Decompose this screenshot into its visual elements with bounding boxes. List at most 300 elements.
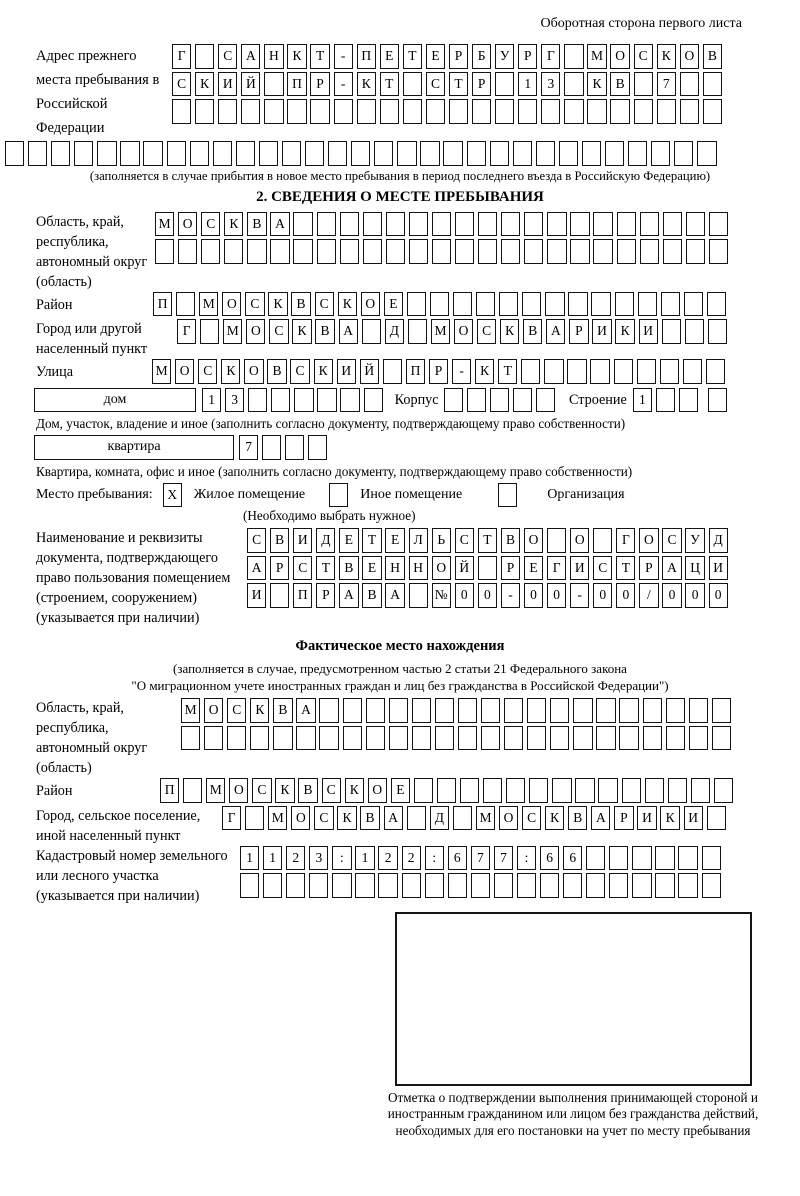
char-cell[interactable]: 7 <box>239 435 258 460</box>
char-cell[interactable] <box>678 873 697 898</box>
char-cell[interactable]: 0 <box>593 583 612 608</box>
char-cell[interactable] <box>567 359 586 384</box>
char-cell[interactable]: Е <box>391 778 410 803</box>
char-cell[interactable]: Т <box>449 72 468 97</box>
char-cell[interactable]: И <box>592 319 611 344</box>
char-cell[interactable] <box>271 388 290 413</box>
char-cell[interactable]: И <box>709 556 728 581</box>
char-cell[interactable]: О <box>222 292 241 317</box>
char-cell[interactable]: Р <box>429 359 448 384</box>
char-cell[interactable]: С <box>247 528 266 553</box>
char-cell[interactable]: 0 <box>616 583 635 608</box>
char-cell[interactable]: В <box>523 319 542 344</box>
char-cell[interactable] <box>443 141 462 166</box>
char-cell[interactable]: С <box>593 556 612 581</box>
char-cell[interactable] <box>386 212 405 237</box>
char-cell[interactable]: 1 <box>355 846 374 871</box>
char-cell[interactable] <box>709 239 728 264</box>
char-cell[interactable] <box>409 212 428 237</box>
char-cell[interactable] <box>444 388 463 413</box>
char-cell[interactable] <box>501 239 520 264</box>
char-cell[interactable]: В <box>298 778 317 803</box>
char-cell[interactable]: В <box>610 72 629 97</box>
char-cell[interactable]: О <box>570 528 589 553</box>
char-cell[interactable] <box>495 99 514 124</box>
char-cell[interactable]: А <box>247 556 266 581</box>
char-cell[interactable]: К <box>337 806 356 831</box>
char-cell[interactable] <box>340 239 359 264</box>
char-cell[interactable] <box>270 239 289 264</box>
char-cell[interactable] <box>201 239 220 264</box>
char-cell[interactable] <box>540 873 559 898</box>
char-cell[interactable]: Р <box>501 556 520 581</box>
char-cell[interactable] <box>363 239 382 264</box>
char-cell[interactable] <box>564 99 583 124</box>
char-cell[interactable]: С <box>290 359 309 384</box>
char-cell[interactable] <box>564 72 583 97</box>
char-cell[interactable] <box>362 319 381 344</box>
char-cell[interactable]: С <box>252 778 271 803</box>
char-cell[interactable] <box>286 873 305 898</box>
char-cell[interactable]: М <box>587 44 606 69</box>
char-cell[interactable] <box>478 556 497 581</box>
char-cell[interactable] <box>28 141 47 166</box>
char-cell[interactable] <box>536 388 555 413</box>
char-cell[interactable]: Р <box>639 556 658 581</box>
char-cell[interactable] <box>587 99 606 124</box>
char-cell[interactable]: 0 <box>662 583 681 608</box>
char-cell[interactable] <box>680 72 699 97</box>
char-cell[interactable]: К <box>475 359 494 384</box>
char-cell[interactable] <box>408 319 427 344</box>
char-cell[interactable]: : <box>517 846 536 871</box>
char-cell[interactable]: О <box>175 359 194 384</box>
char-cell[interactable] <box>586 846 605 871</box>
char-cell[interactable] <box>262 435 281 460</box>
char-cell[interactable]: : <box>332 846 351 871</box>
char-cell[interactable] <box>703 99 722 124</box>
char-cell[interactable]: Р <box>518 44 537 69</box>
char-cell[interactable] <box>619 698 638 723</box>
char-cell[interactable]: И <box>218 72 237 97</box>
char-cell[interactable]: 7 <box>657 72 676 97</box>
char-cell[interactable]: 7 <box>494 846 513 871</box>
char-cell[interactable] <box>541 99 560 124</box>
char-cell[interactable]: Т <box>403 44 422 69</box>
char-cell[interactable] <box>570 239 589 264</box>
char-cell[interactable] <box>432 239 451 264</box>
char-cell[interactable]: К <box>338 292 357 317</box>
char-cell[interactable] <box>51 141 70 166</box>
char-cell[interactable]: 2 <box>286 846 305 871</box>
char-cell[interactable] <box>378 873 397 898</box>
char-cell[interactable]: 0 <box>455 583 474 608</box>
char-cell[interactable]: - <box>501 583 520 608</box>
char-cell[interactable] <box>308 435 327 460</box>
char-cell[interactable] <box>552 778 571 803</box>
char-cell[interactable]: - <box>334 72 353 97</box>
char-cell[interactable]: У <box>495 44 514 69</box>
char-cell[interactable] <box>293 239 312 264</box>
char-cell[interactable] <box>264 99 283 124</box>
char-cell[interactable]: 3 <box>225 388 244 413</box>
char-cell[interactable] <box>563 873 582 898</box>
char-cell[interactable] <box>663 212 682 237</box>
char-cell[interactable] <box>437 778 456 803</box>
char-cell[interactable] <box>143 141 162 166</box>
char-cell[interactable] <box>643 698 662 723</box>
char-cell[interactable]: В <box>339 556 358 581</box>
char-cell[interactable] <box>655 873 674 898</box>
char-cell[interactable]: Е <box>384 292 403 317</box>
char-cell[interactable] <box>706 359 725 384</box>
char-cell[interactable]: А <box>241 44 260 69</box>
char-cell[interactable]: И <box>639 319 658 344</box>
char-cell[interactable] <box>248 388 267 413</box>
char-cell[interactable]: Р <box>310 72 329 97</box>
char-cell[interactable] <box>458 698 477 723</box>
char-cell[interactable] <box>389 726 408 751</box>
char-cell[interactable] <box>651 141 670 166</box>
char-cell[interactable]: 3 <box>309 846 328 871</box>
char-cell[interactable] <box>617 212 636 237</box>
char-cell[interactable]: А <box>296 698 315 723</box>
char-cell[interactable] <box>678 846 697 871</box>
char-cell[interactable] <box>250 726 269 751</box>
char-cell[interactable]: 1 <box>518 72 537 97</box>
char-cell[interactable]: К <box>292 319 311 344</box>
char-cell[interactable]: К <box>657 44 676 69</box>
char-cell[interactable] <box>524 212 543 237</box>
char-cell[interactable]: Ц <box>685 556 704 581</box>
char-cell[interactable] <box>498 483 517 508</box>
char-cell[interactable]: А <box>385 583 404 608</box>
char-cell[interactable] <box>490 388 509 413</box>
char-cell[interactable] <box>340 212 359 237</box>
char-cell[interactable]: С <box>477 319 496 344</box>
char-cell[interactable] <box>435 726 454 751</box>
char-cell[interactable]: И <box>247 583 266 608</box>
char-cell[interactable] <box>455 212 474 237</box>
char-cell[interactable]: К <box>314 359 333 384</box>
char-cell[interactable] <box>453 806 472 831</box>
char-cell[interactable]: В <box>360 806 379 831</box>
char-cell[interactable]: 1 <box>633 388 652 413</box>
char-cell[interactable] <box>614 359 633 384</box>
char-cell[interactable] <box>518 99 537 124</box>
char-cell[interactable]: 1 <box>263 846 282 871</box>
char-cell[interactable]: 0 <box>478 583 497 608</box>
char-cell[interactable] <box>357 99 376 124</box>
char-cell[interactable]: 7 <box>471 846 490 871</box>
char-cell[interactable] <box>640 239 659 264</box>
char-cell[interactable]: В <box>362 583 381 608</box>
char-cell[interactable] <box>403 99 422 124</box>
char-cell[interactable]: Л <box>409 528 428 553</box>
char-cell[interactable] <box>609 873 628 898</box>
char-cell[interactable]: Т <box>616 556 635 581</box>
char-cell[interactable] <box>386 239 405 264</box>
char-cell[interactable] <box>351 141 370 166</box>
char-cell[interactable] <box>241 99 260 124</box>
char-cell[interactable]: Г <box>616 528 635 553</box>
char-cell[interactable] <box>420 141 439 166</box>
char-cell[interactable]: И <box>684 806 703 831</box>
char-cell[interactable] <box>504 726 523 751</box>
char-cell[interactable] <box>501 212 520 237</box>
char-cell[interactable] <box>195 99 214 124</box>
char-cell[interactable]: Н <box>264 44 283 69</box>
char-cell[interactable] <box>426 99 445 124</box>
char-cell[interactable]: Д <box>316 528 335 553</box>
char-cell[interactable]: И <box>337 359 356 384</box>
char-cell[interactable] <box>218 99 237 124</box>
char-cell[interactable] <box>178 239 197 264</box>
char-cell[interactable]: В <box>247 212 266 237</box>
char-cell[interactable] <box>495 72 514 97</box>
char-cell[interactable] <box>504 698 523 723</box>
char-cell[interactable]: - <box>570 583 589 608</box>
char-cell[interactable] <box>317 212 336 237</box>
char-cell[interactable] <box>155 239 174 264</box>
char-cell[interactable]: Г <box>177 319 196 344</box>
char-cell[interactable] <box>364 388 383 413</box>
char-cell[interactable]: С <box>172 72 191 97</box>
char-cell[interactable] <box>407 806 426 831</box>
char-cell[interactable]: У <box>685 528 704 553</box>
char-cell[interactable] <box>708 388 727 413</box>
char-cell[interactable] <box>167 141 186 166</box>
char-cell[interactable] <box>591 292 610 317</box>
char-cell[interactable] <box>610 99 629 124</box>
char-cell[interactable] <box>245 806 264 831</box>
char-cell[interactable]: О <box>361 292 380 317</box>
char-cell[interactable] <box>605 141 624 166</box>
char-cell[interactable]: И <box>293 528 312 553</box>
char-cell[interactable] <box>609 846 628 871</box>
char-cell[interactable]: К <box>287 44 306 69</box>
char-cell[interactable]: П <box>406 359 425 384</box>
char-cell[interactable] <box>632 873 651 898</box>
char-cell[interactable]: Г <box>541 44 560 69</box>
char-cell[interactable] <box>309 873 328 898</box>
char-cell[interactable] <box>471 873 490 898</box>
char-cell[interactable]: В <box>270 528 289 553</box>
char-cell[interactable]: / <box>639 583 658 608</box>
char-cell[interactable] <box>655 846 674 871</box>
char-cell[interactable] <box>407 292 426 317</box>
char-cell[interactable]: М <box>268 806 287 831</box>
char-cell[interactable] <box>481 726 500 751</box>
char-cell[interactable]: К <box>587 72 606 97</box>
char-cell[interactable]: О <box>368 778 387 803</box>
char-cell[interactable]: Ь <box>432 528 451 553</box>
char-cell[interactable] <box>506 778 525 803</box>
char-cell[interactable]: Е <box>339 528 358 553</box>
char-cell[interactable] <box>481 698 500 723</box>
char-cell[interactable]: С <box>315 292 334 317</box>
char-cell[interactable] <box>593 239 612 264</box>
char-cell[interactable] <box>409 239 428 264</box>
char-cell[interactable] <box>172 99 191 124</box>
char-cell[interactable]: Т <box>362 528 381 553</box>
char-cell[interactable] <box>213 141 232 166</box>
char-cell[interactable]: Н <box>385 556 404 581</box>
char-cell[interactable]: Р <box>449 44 468 69</box>
char-cell[interactable] <box>617 239 636 264</box>
char-cell[interactable] <box>310 99 329 124</box>
stay-option-checkbox[interactable] <box>498 483 521 508</box>
char-cell[interactable] <box>524 239 543 264</box>
char-cell[interactable] <box>593 212 612 237</box>
char-cell[interactable] <box>176 292 195 317</box>
char-cell[interactable]: Б <box>472 44 491 69</box>
char-cell[interactable] <box>409 583 428 608</box>
char-cell[interactable] <box>596 726 615 751</box>
stay-option-checkbox[interactable] <box>163 483 186 508</box>
char-cell[interactable] <box>545 292 564 317</box>
char-cell[interactable] <box>513 388 532 413</box>
char-cell[interactable] <box>637 359 656 384</box>
char-cell[interactable] <box>619 726 638 751</box>
char-cell[interactable] <box>691 778 710 803</box>
char-cell[interactable] <box>319 726 338 751</box>
char-cell[interactable]: О <box>454 319 473 344</box>
char-cell[interactable] <box>329 483 348 508</box>
char-cell[interactable]: О <box>432 556 451 581</box>
char-cell[interactable] <box>662 319 681 344</box>
char-cell[interactable] <box>547 528 566 553</box>
char-cell[interactable]: Е <box>524 556 543 581</box>
char-cell[interactable] <box>120 141 139 166</box>
char-cell[interactable]: С <box>426 72 445 97</box>
char-cell[interactable] <box>570 212 589 237</box>
char-cell[interactable] <box>383 359 402 384</box>
char-cell[interactable] <box>282 141 301 166</box>
char-cell[interactable] <box>343 726 362 751</box>
char-cell[interactable] <box>287 99 306 124</box>
char-cell[interactable]: О <box>291 806 310 831</box>
char-cell[interactable] <box>550 698 569 723</box>
char-cell[interactable] <box>425 873 444 898</box>
char-cell[interactable] <box>564 44 583 69</box>
char-cell[interactable]: И <box>570 556 589 581</box>
char-cell[interactable] <box>305 141 324 166</box>
char-cell[interactable]: В <box>315 319 334 344</box>
char-cell[interactable] <box>550 726 569 751</box>
char-cell[interactable]: П <box>357 44 376 69</box>
char-cell[interactable] <box>74 141 93 166</box>
char-cell[interactable]: К <box>545 806 564 831</box>
char-cell[interactable] <box>435 698 454 723</box>
char-cell[interactable] <box>402 873 421 898</box>
char-cell[interactable] <box>455 239 474 264</box>
char-cell[interactable]: С <box>322 778 341 803</box>
char-cell[interactable]: С <box>269 319 288 344</box>
char-cell[interactable] <box>686 239 705 264</box>
char-cell[interactable] <box>632 846 651 871</box>
char-cell[interactable]: С <box>245 292 264 317</box>
char-cell[interactable] <box>622 778 641 803</box>
char-cell[interactable] <box>430 292 449 317</box>
char-cell[interactable]: М <box>181 698 200 723</box>
char-cell[interactable]: Д <box>709 528 728 553</box>
char-cell[interactable]: А <box>339 583 358 608</box>
char-cell[interactable]: В <box>501 528 520 553</box>
char-cell[interactable] <box>714 778 733 803</box>
char-cell[interactable]: И <box>637 806 656 831</box>
char-cell[interactable] <box>285 435 304 460</box>
char-cell[interactable] <box>296 726 315 751</box>
char-cell[interactable] <box>666 698 685 723</box>
char-cell[interactable]: К <box>500 319 519 344</box>
char-cell[interactable] <box>363 212 382 237</box>
char-cell[interactable] <box>319 698 338 723</box>
char-cell[interactable]: Т <box>310 44 329 69</box>
char-cell[interactable] <box>638 292 657 317</box>
char-cell[interactable]: 0 <box>709 583 728 608</box>
char-cell[interactable] <box>328 141 347 166</box>
char-cell[interactable]: К <box>275 778 294 803</box>
char-cell[interactable] <box>559 141 578 166</box>
char-cell[interactable] <box>666 726 685 751</box>
char-cell[interactable] <box>598 778 617 803</box>
char-cell[interactable] <box>270 583 289 608</box>
char-cell[interactable]: Е <box>380 44 399 69</box>
char-cell[interactable]: К <box>195 72 214 97</box>
char-cell[interactable] <box>708 319 727 344</box>
char-cell[interactable] <box>575 778 594 803</box>
char-cell[interactable] <box>707 806 726 831</box>
char-cell[interactable] <box>190 141 209 166</box>
char-cell[interactable] <box>294 388 313 413</box>
char-cell[interactable] <box>432 212 451 237</box>
char-cell[interactable]: О <box>244 359 263 384</box>
char-cell[interactable]: Д <box>430 806 449 831</box>
char-cell[interactable]: К <box>357 72 376 97</box>
char-cell[interactable] <box>414 778 433 803</box>
char-cell[interactable]: 3 <box>541 72 560 97</box>
char-cell[interactable] <box>494 873 513 898</box>
char-cell[interactable]: С <box>198 359 217 384</box>
char-cell[interactable]: 2 <box>378 846 397 871</box>
char-cell[interactable] <box>5 141 24 166</box>
char-cell[interactable] <box>183 778 202 803</box>
char-cell[interactable]: С <box>227 698 246 723</box>
char-cell[interactable]: О <box>680 44 699 69</box>
char-cell[interactable] <box>536 141 555 166</box>
char-cell[interactable]: С <box>634 44 653 69</box>
char-cell[interactable] <box>522 292 541 317</box>
char-cell[interactable] <box>680 99 699 124</box>
char-cell[interactable] <box>527 726 546 751</box>
char-cell[interactable]: В <box>267 359 286 384</box>
char-cell[interactable] <box>689 698 708 723</box>
char-cell[interactable] <box>448 873 467 898</box>
char-cell[interactable] <box>544 359 563 384</box>
char-cell[interactable] <box>668 778 687 803</box>
char-cell[interactable]: О <box>639 528 658 553</box>
char-cell[interactable] <box>449 99 468 124</box>
char-cell[interactable] <box>712 726 731 751</box>
char-cell[interactable] <box>343 698 362 723</box>
char-cell[interactable]: К <box>250 698 269 723</box>
char-cell[interactable] <box>412 698 431 723</box>
char-cell[interactable]: А <box>339 319 358 344</box>
char-cell[interactable] <box>615 292 634 317</box>
char-cell[interactable] <box>547 239 566 264</box>
char-cell[interactable]: 1 <box>240 846 259 871</box>
